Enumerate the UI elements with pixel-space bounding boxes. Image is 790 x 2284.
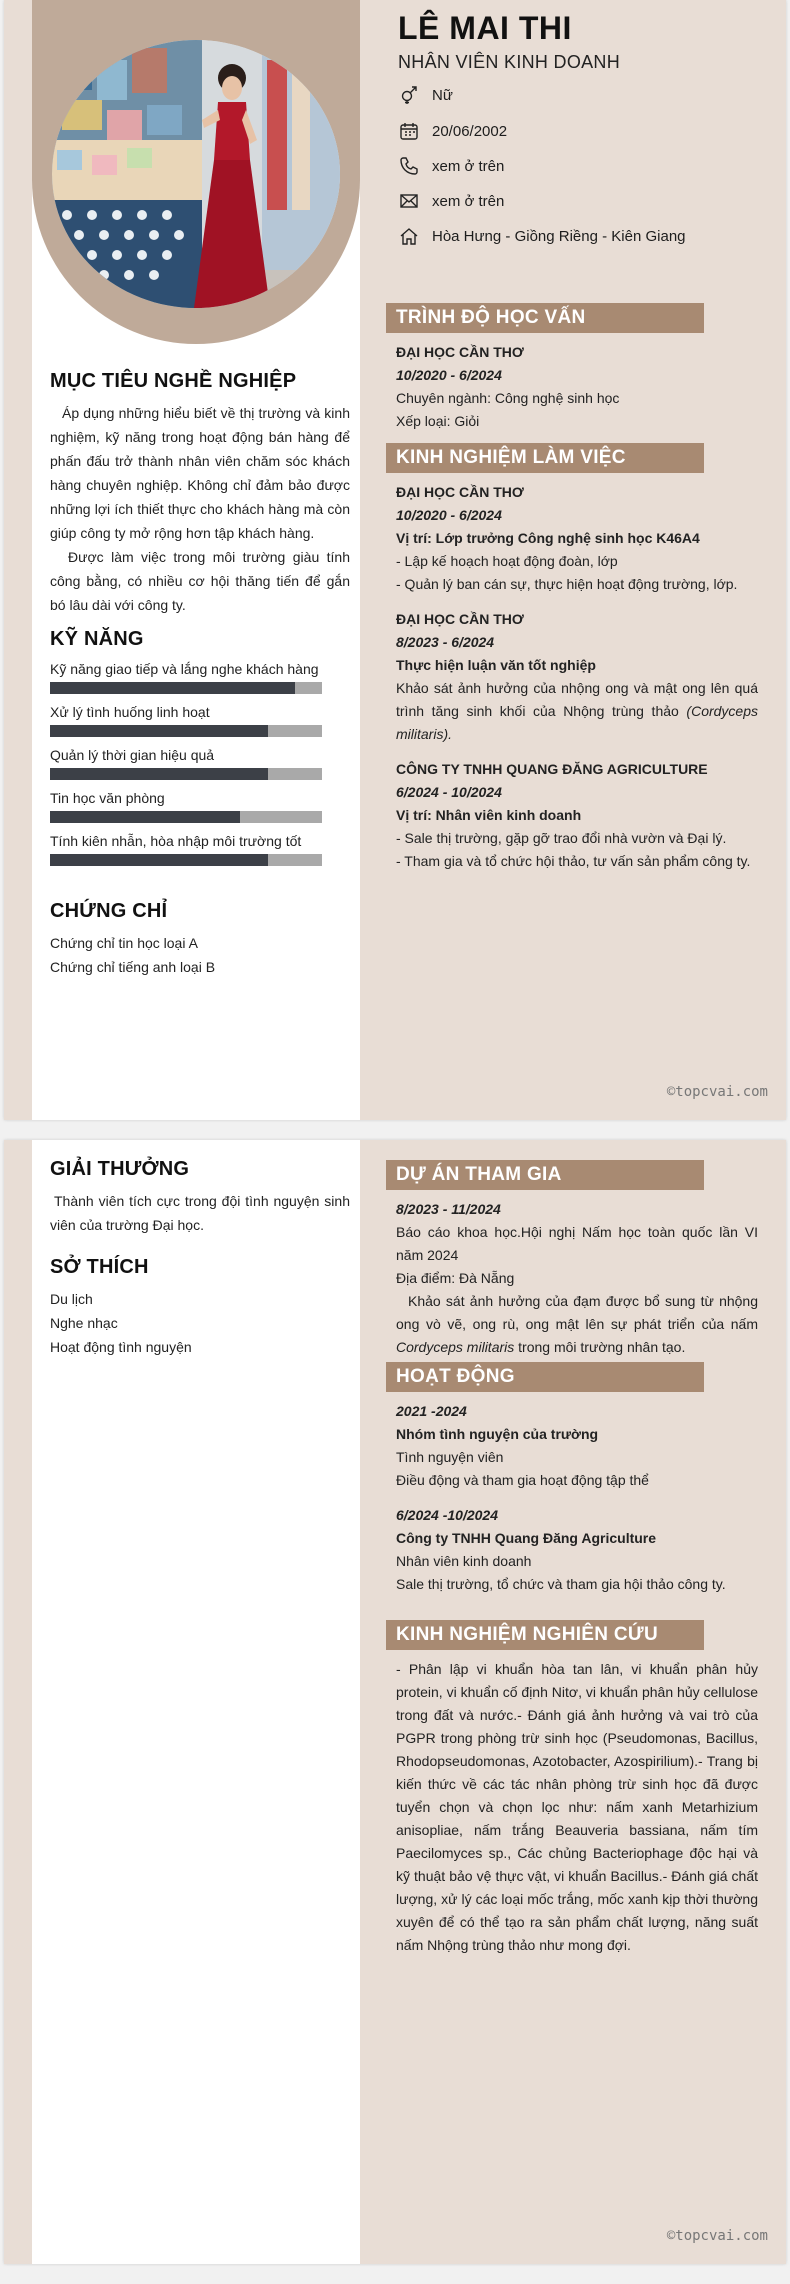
contact-phone-value: xem ở trên — [432, 157, 505, 175]
contact-address-value: Hòa Hưng - Giồng Riềng - Kiên Giang — [432, 227, 686, 245]
footer-watermark: ©topcvai.com — [666, 1084, 768, 1100]
awards-text: Thành viên tích cực trong đội tình nguyện sinh viên của trường Đại học. — [50, 1193, 350, 1233]
left-accent-strip — [4, 1140, 32, 2264]
awards-title: GIẢI THƯỞNG — [50, 1158, 190, 1180]
skill-label: Tính kiên nhẫn, hòa nhập môi trường tốt — [50, 833, 302, 849]
candidate-name: LÊ MAI THI — [398, 10, 572, 46]
activity-item — [388, 1504, 758, 1596]
hobbies-title: SỞ THÍCH — [50, 1256, 149, 1278]
activity-period: 6/2024 -10/2024 — [396, 1507, 498, 1523]
contact-email-value: xem ở trên — [432, 192, 505, 210]
education-section — [388, 303, 758, 433]
research-text: - Phân lập vi khuẩn hòa tan lân, vi khuẩn phân hủy protein, vi khuẩn cố định Nitơ, vi khuẩn phân hủy cellulose trong đất và nước.- Đánh giá ảnh hưởng và vai trò của PGPR trong phòng trừ sinh học (Pseudomonas, Bacillus, Rhodopseudomonas, Azotobacter, Azospirilium).- Trang bị kiến thức về các tác nhân phòng trừ sinh học đã được tuyển chọn và chọn lọc như: nấm xanh Metarhizium anisopliae, nấm trắng Beauveria bassiana, nấm tím Paecilomyces sp., Các chủng Bacteriophage độc hại và kỹ thuật bảo vệ thực vật, vi khuẩn Bacillus.- Đánh giá chất lượng, xử lý các loại mốc trắng, mốc xanh kịp thời thường xuyên để có thể tạo ra sản phẩm chất lượng, năng suất nấm Nhộng trùng thảo như mong đợi. — [396, 1661, 758, 1953]
activity-period: 2021 -2024 — [396, 1403, 467, 1419]
job-description: Khảo sát ảnh hưởng của nhộng ong và mật ong lên quá trình tăng sinh khối của Nhộng trùng thảo (Cordyceps militaris). — [396, 680, 759, 742]
job-position: Vị trí: Lớp trưởng Công nghệ sinh học K46A4 — [396, 530, 700, 546]
contact-email — [398, 188, 758, 214]
job-period: 8/2023 - 6/2024 — [396, 634, 495, 650]
contact-address — [398, 223, 758, 249]
job-period: 6/2024 - 10/2024 — [396, 784, 502, 800]
job-position: Thực hiện luận văn tốt nghiệp — [396, 657, 596, 673]
skill-level-fill — [50, 768, 268, 780]
skill-label: Quản lý thời gian hiệu quả — [50, 747, 215, 763]
experience-job-3 — [388, 758, 758, 873]
education-major: Chuyên ngành: Công nghệ sinh học — [396, 390, 620, 406]
education-period: 10/2020 - 6/2024 — [396, 367, 502, 383]
left-accent-strip — [4, 0, 32, 1120]
activities-title: HOẠT ĐỘNG — [386, 1362, 704, 1392]
hobby-item: Du lịch — [50, 1291, 93, 1307]
objective-paragraph-1: Áp dụng những hiểu biết về thị trường và kinh nghiệm, kỹ năng trong hoạt động bán hàng để phấn đấu trở thành nhân viên chăm sóc khách hàng chuyên nghiệp. Không chỉ đảm bảo được những lợi ích thiết thực cho khách hàng mà còn giúp công ty mở rộng hơn tập khách hàng. — [50, 405, 350, 541]
job-line: - Quản lý ban cán sự, thực hiện hoạt động trường, lớp. — [396, 576, 738, 592]
project-description-italic: Cordyceps militaris — [396, 1339, 515, 1355]
skill-level-fill — [50, 725, 268, 737]
mail-icon — [398, 190, 420, 212]
profile-photo — [52, 40, 340, 308]
research-section — [388, 1620, 758, 1957]
experience-title: KINH NGHIỆM LÀM VIỆC — [386, 443, 704, 473]
job-line: - Lập kế hoạch hoạt động đoàn, lớp — [396, 553, 618, 569]
experience-job-1 — [388, 481, 758, 596]
candidate-role: NHÂN VIÊN KINH DOANH — [398, 52, 621, 72]
job-description-italic: (Cordyceps militaris). — [396, 703, 759, 742]
job-position: Vị trí: Nhân viên kinh doanh — [396, 807, 582, 823]
hobby-item: Hoạt động tình nguyện — [50, 1339, 192, 1355]
skill-level-bar — [50, 725, 322, 737]
skill-level-bar — [50, 768, 322, 780]
activity-item — [388, 1400, 758, 1492]
skills-section — [50, 628, 350, 874]
job-line: - Sale thị trường, gặp gỡ trao đổi nhà vườn và Đại lý. — [396, 830, 727, 846]
certificates-title: CHỨNG CHỈ — [50, 900, 168, 922]
hobbies-section — [50, 1256, 350, 1359]
skill-label: Tin học văn phòng — [50, 790, 165, 806]
experience-job-2 — [388, 608, 758, 746]
objective-section — [50, 370, 350, 617]
footer-watermark: ©topcvai.com — [666, 2228, 768, 2244]
skill-level-bar — [50, 854, 322, 866]
job-org: CÔNG TY TNHH QUANG ĐĂNG AGRICULTURE — [396, 761, 708, 777]
job-org: ĐẠI HỌC CẦN THƠ — [396, 484, 524, 500]
skill-level-fill — [50, 854, 268, 866]
activity-role: Nhân viên kinh doanh — [396, 1553, 532, 1569]
cv-page-1 — [4, 0, 786, 1120]
skill-label: Kỹ năng giao tiếp và lắng nghe khách hàng — [50, 661, 319, 677]
skill-item — [50, 659, 350, 694]
skills-title: KỸ NĂNG — [50, 628, 144, 650]
certificate-item: Chứng chỉ tiếng anh loại B — [50, 959, 216, 975]
skill-item — [50, 702, 350, 737]
hobby-item: Nghe nhạc — [50, 1315, 118, 1331]
activity-role: Tình nguyện viên — [396, 1449, 504, 1465]
contact-phone — [398, 153, 758, 179]
skill-item — [50, 788, 350, 823]
experience-section — [388, 443, 758, 873]
skill-label: Xử lý tình huống linh hoạt — [50, 704, 210, 720]
objective-paragraph-2: Được làm việc trong môi trường giàu tính công bằng, có nhiều cơ hội thăng tiến để gắn bó lâu dài với công ty. — [50, 549, 350, 613]
projects-section — [388, 1160, 758, 1359]
project-period: 8/2023 - 11/2024 — [396, 1201, 501, 1217]
activities-section — [388, 1362, 758, 1596]
project-description: Khảo sát ảnh hưởng của đạm được bổ sung từ nhộng ong vò vẽ, ong rù, ong mật lên sự phát triển của nấm Cordyceps militaris trong môi trường nhân tạo. — [396, 1293, 758, 1355]
awards-section — [50, 1158, 350, 1237]
certificate-item: Chứng chỉ tin học loại A — [50, 935, 198, 951]
education-rank: Xếp loại: Giỏi — [396, 413, 480, 429]
education-title: TRÌNH ĐỘ HỌC VẤN — [386, 303, 704, 333]
contact-birthday — [398, 118, 758, 144]
skill-level-bar — [50, 682, 322, 694]
activity-org: Nhóm tình nguyện của trường — [396, 1426, 599, 1442]
certificates-section — [50, 900, 350, 979]
gender-icon — [398, 84, 420, 106]
activity-description: Điều động và tham gia hoạt động tập thể — [396, 1472, 649, 1488]
home-icon — [398, 225, 420, 247]
skill-level-bar — [50, 811, 322, 823]
job-line: - Tham gia và tổ chức hội thảo, tư vấn sản phẩm công ty. — [396, 853, 751, 869]
job-period: 10/2020 - 6/2024 — [396, 507, 502, 523]
skill-item — [50, 831, 350, 866]
profile-photo-frame — [32, 0, 360, 340]
research-title: KINH NGHIỆM NGHIÊN CỨU — [386, 1620, 704, 1650]
objective-title: MỤC TIÊU NGHỀ NGHIỆP — [50, 370, 297, 392]
profile-photo-illustration — [52, 40, 340, 308]
phone-icon — [398, 155, 420, 177]
skill-item — [50, 745, 350, 780]
projects-title: DỰ ÁN THAM GIA — [386, 1160, 704, 1190]
cv-page-2 — [4, 1140, 786, 2264]
skills-list — [50, 659, 350, 866]
job-org: ĐẠI HỌC CẦN THƠ — [396, 611, 524, 627]
calendar-icon — [398, 120, 420, 142]
contact-gender-value: Nữ — [432, 86, 453, 104]
activity-description: Sale thị trường, tổ chức và tham gia hội thảo công ty. — [396, 1576, 726, 1592]
project-place: Địa điểm: Đà Nẵng — [396, 1270, 515, 1286]
skill-level-fill — [50, 682, 295, 694]
contact-birthday-value: 20/06/2002 — [432, 122, 508, 140]
activity-org: Công ty TNHH Quang Đăng Agriculture — [396, 1530, 657, 1546]
skill-level-fill — [50, 811, 240, 823]
education-school: ĐẠI HỌC CẦN THƠ — [396, 344, 524, 360]
contact-gender — [398, 82, 758, 108]
project-line: Báo cáo khoa học.Hội nghị Nấm học toàn quốc lần VI năm 2024 — [396, 1224, 758, 1263]
